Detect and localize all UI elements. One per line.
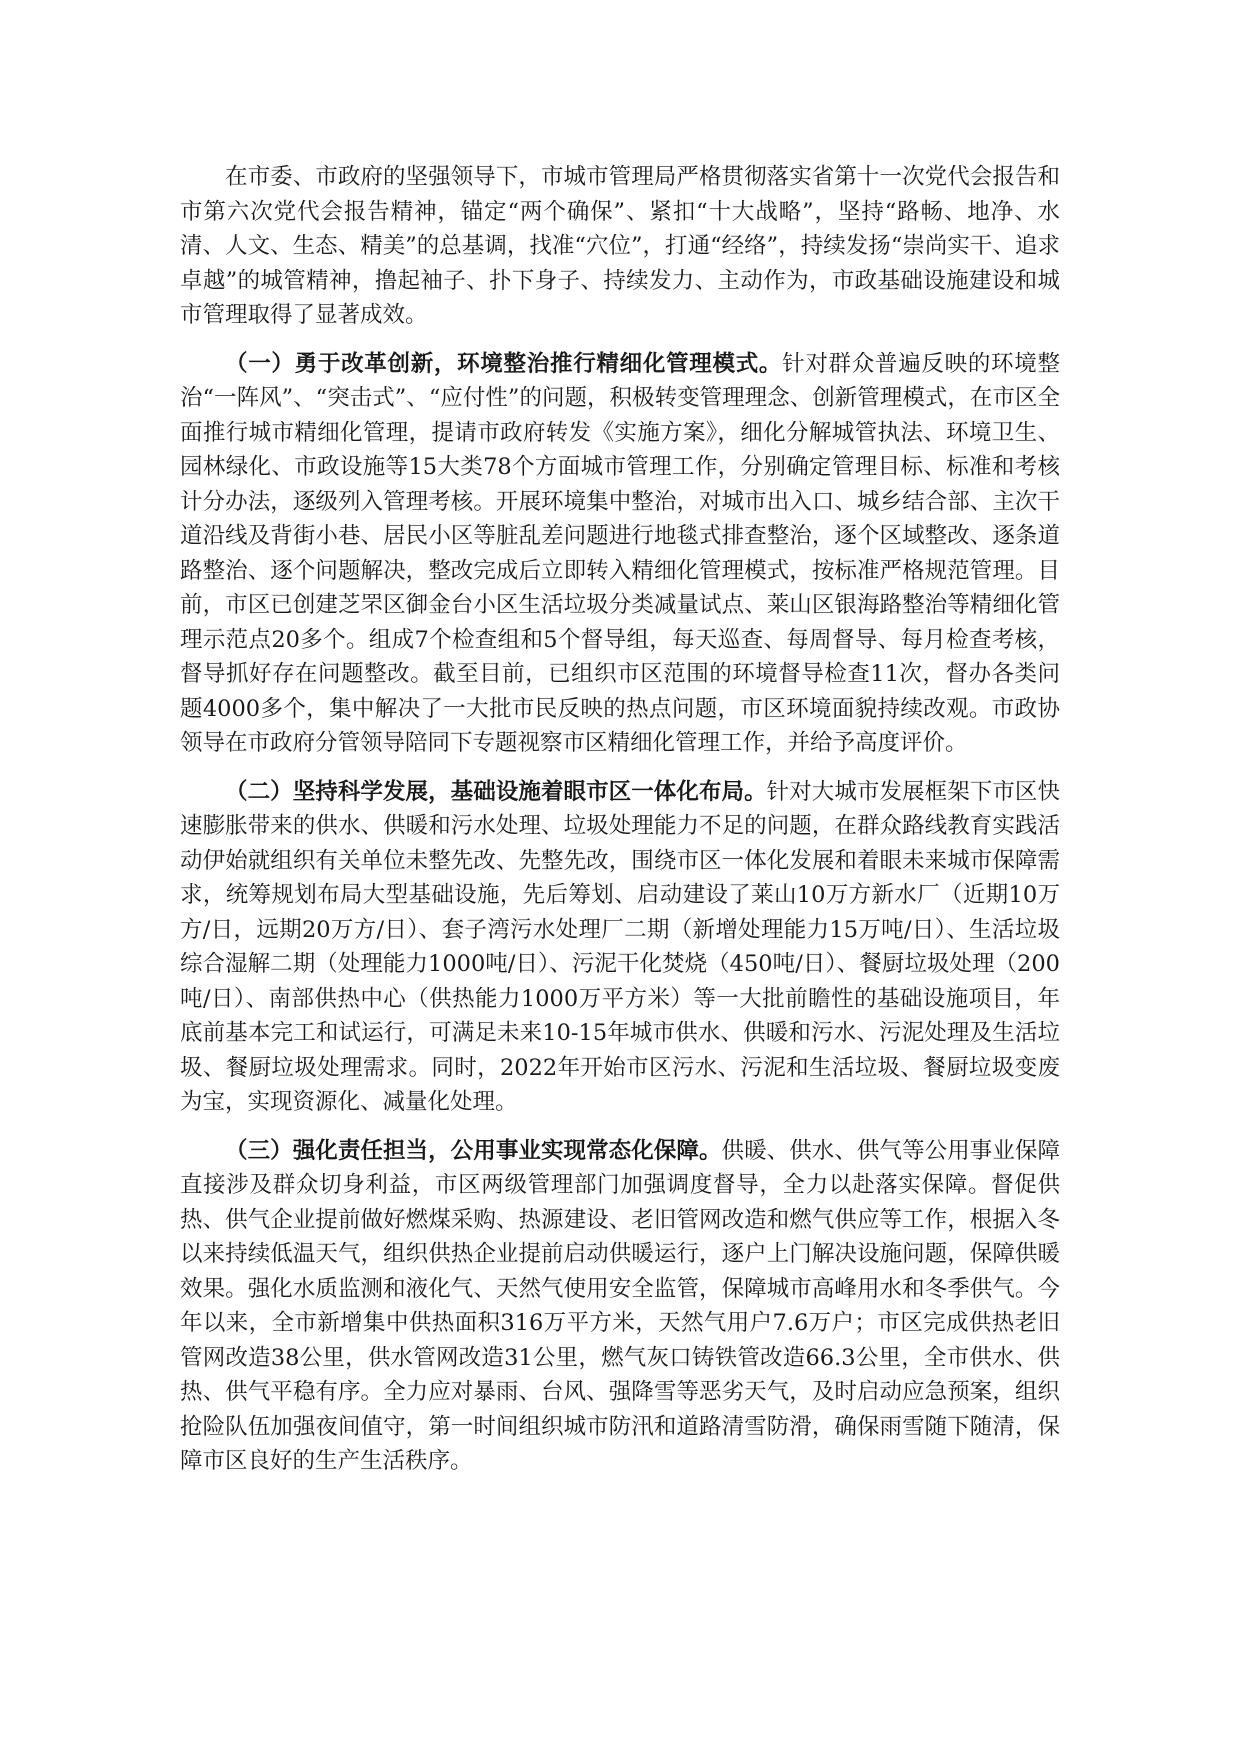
section-3-body: 供暖、供水、供气等公用事业保障直接涉及群众切身利益，市区两级管理部门加强调度督导，全力以赴落实保障。督促供热、供气企业提前做好燃煤采购、热源建设、老旧管网改造和燃气供应等工作，根据入冬以来持续低温天气，组织供热企业提前启动供暖运行，逐户上门解决设施问题，保障供暖效果。强化水质监测和液化气、天然气使用安全监管，保障城市高峰用水和冬季供气。今年以来，全市新增集中供热面积316万平方米，天然气用户7.6万户；市区完成供热老旧管网改造38公里，供水管网改造31公里，燃气灰口铸铁管改造66.3公里，全市供水、供热、供气平稳有序。全力应对暴雨、台风、强降雪等恶劣天气，及时启动应急预案，组织抢险队伍加强夜间值守，第一时间组织城市防汛和道路清雪防滑，确保雨雪随下随清，保障市区良好的生产生活秩序。 xyxy=(180,1137,1060,1474)
section-1-paragraph xyxy=(180,347,1060,761)
section-3-heading: （三）强化责任担当，公用事业实现常态化保障。 xyxy=(225,1137,722,1164)
section-3-paragraph xyxy=(180,1134,1060,1479)
section-2-paragraph xyxy=(180,775,1060,1120)
section-2-body: 针对大城市发展框架下市区快速膨胀带来的供水、供暖和污水处理、垃圾处理能力不足的问题，在群众路线教育实践活动伊始就组织有关单位未整先改、先整先改，围绕市区一体化发展和着眼未来城市保障需求，统筹规划布局大型基础设施，先后筹划、启动建设了莱山10万方新水厂（近期10万方/日，远期20万方/日）、套子湾污水处理厂二期（新增处理能力15万吨/日）、生活垃圾综合湿解二期（处理能力1000吨/日）、污泥干化焚烧（450吨/日）、餐厨垃圾处理（200吨/日）、南部供热中心（供热能力1000万平方米）等一大批前瞻性的基础设施项目，年底前基本完工和试运行，可满足未来10-15年城市供水、供暖和污水、污泥处理及生活垃圾、餐厨垃圾处理需求。同时，2022年开始市区污水、污泥和生活垃圾、餐厨垃圾变废为宝，实现资源化、减量化处理。 xyxy=(180,778,1060,1115)
section-1-heading: （一）勇于改革创新，环境整治推行精细化管理模式。 xyxy=(225,350,783,377)
section-2-heading: （二）坚持科学发展，基础设施着眼市区一体化布局。 xyxy=(225,778,767,805)
section-1-body: 针对群众普遍反映的环境整治“一阵风”、“突击式”、“应付性”的问题，积极转变管理理念、创新管理模式，在市区全面推行城市精细化管理，提请市政府转发《实施方案》，细化分解城管执法、环境卫生、园林绿化、市政设施等15大类78个方面城市管理工作，分别确定管理目标、标准和考核计分办法，逐级列入管理考核。开展环境集中整治，对城市出入口、城乡结合部、主次干道沿线及背街小巷、居民小区等脏乱差问题进行地毯式排查整治，逐个区域整改、逐条道路整治、逐个问题解决，整改完成后立即转入精细化管理模式，按标准严格规范管理。目前，市区已创建芝罘区御金台小区生活垃圾分类减量试点、莱山区银海路整治等精细化管理示范点20多个。组成7个检查组和5个督导组，每天巡查、每周督导、每月检查考核，督导抓好存在问题整改。截至目前，已组织市区范围的环境督导检查11次，督办各类问题4000多个，集中解决了一大批市民反映的热点问题，市区环境面貌持续改观。市政协领导在市政府分管领导陪同下专题视察市区精细化管理工作，并给予高度评价。 xyxy=(180,350,1060,756)
intro-paragraph: 在市委、市政府的坚强领导下，市城市管理局严格贯彻落实省第十一次党代会报告和市第六次党代会报告精神，锚定“两个确保”、紧扣“十大战略”，坚持“路畅、地净、水清、人文、生态、精美”的总基调，找准“穴位”，打通“经络”，持续发扬“崇尚实干、追求卓越”的城管精神，撸起袖子、扑下身子、持续发力、主动作为，市政基础设施建设和城市管理取得了显著成效。 xyxy=(180,164,1060,328)
document-page xyxy=(180,160,1060,1493)
